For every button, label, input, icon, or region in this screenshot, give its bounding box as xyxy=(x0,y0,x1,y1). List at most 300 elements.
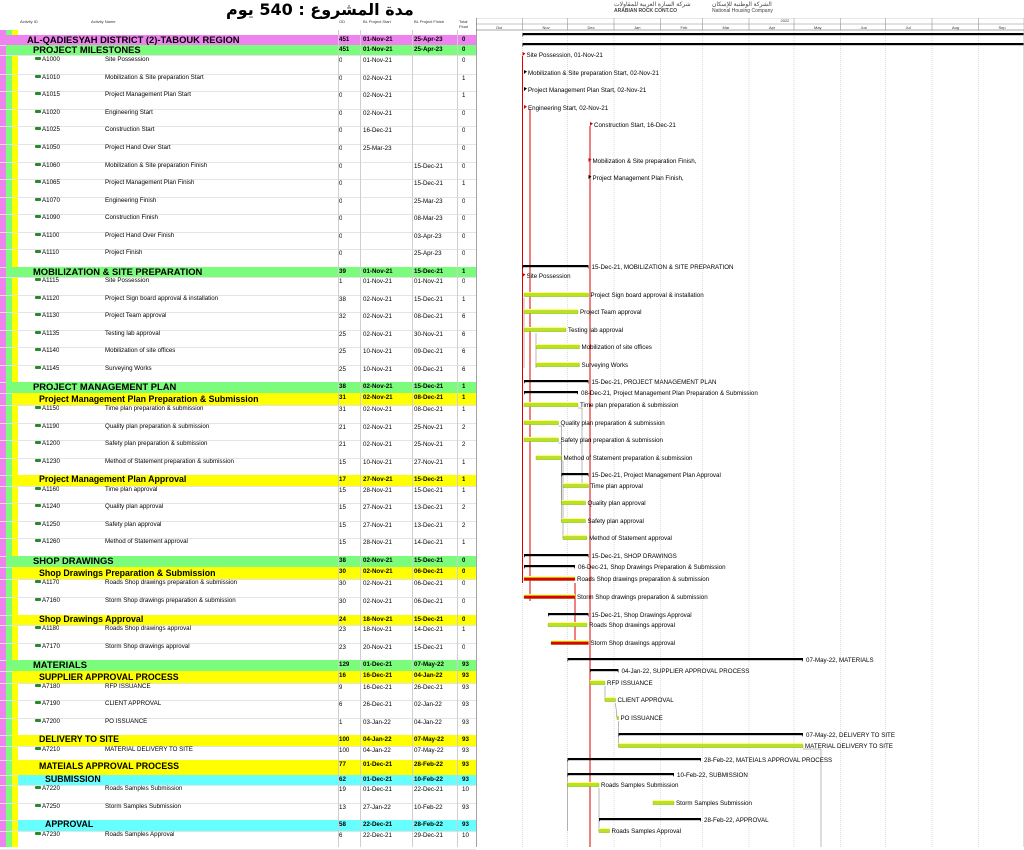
summary-bar xyxy=(523,43,1024,45)
total-float: 6 xyxy=(462,313,465,320)
total-float: 1 xyxy=(462,268,465,275)
bl-finish: 07-May-22 xyxy=(414,747,444,754)
bl-start: 02-Nov-21 xyxy=(363,92,392,99)
activity-name: RFP ISSUANCE xyxy=(105,683,151,690)
activity-name: MATERIAL DELIVERY TO SITE xyxy=(105,746,193,753)
activity-id: A1180 xyxy=(42,625,59,632)
original-duration: 13 xyxy=(339,804,346,811)
activity-table xyxy=(0,30,476,847)
activity-icon xyxy=(35,644,41,647)
activity-icon xyxy=(35,459,41,462)
bl-start: 10-Nov-21 xyxy=(363,348,392,355)
bl-finish: 14-Dec-21 xyxy=(414,626,443,633)
milestone-label: Project Management Plan Finish, xyxy=(593,175,684,182)
activity-row[interactable] xyxy=(0,803,476,820)
column-divider xyxy=(338,30,339,847)
activity-label: Roads Shop drawings preparation & submission xyxy=(577,576,710,583)
bl-finish: 04-Jan-22 xyxy=(414,719,442,726)
total-float: 1 xyxy=(462,75,465,82)
bl-start: 10-Nov-21 xyxy=(363,459,392,466)
bl-start: 22-Dec-21 xyxy=(363,832,392,839)
original-duration: 23 xyxy=(339,626,346,633)
wbs-row[interactable] xyxy=(0,760,476,775)
activity-name: Quality plan approval xyxy=(105,503,163,510)
activity-label: Quality plan approval xyxy=(588,500,646,507)
original-duration: 31 xyxy=(339,394,346,401)
bl-finish: 22-Dec-21 xyxy=(414,786,443,793)
original-duration: 15 xyxy=(339,539,346,546)
activity-name: Construction Start xyxy=(105,126,155,133)
activity-name: Roads Shop drawings approval xyxy=(105,625,191,632)
milestone-label: Mobilization & Site preparation Finish, xyxy=(593,158,697,165)
activity-label: Time plan preparation & submission xyxy=(580,402,679,409)
milestone-label: Project Management Plan Start, 02-Nov-21 xyxy=(528,87,647,94)
summary-label: 10-Feb-22, SUBMISSION xyxy=(677,772,748,779)
wbs-row[interactable] xyxy=(0,267,476,277)
activity-row[interactable] xyxy=(0,91,476,109)
baseline-bar xyxy=(536,362,580,364)
wbs-row[interactable] xyxy=(0,820,476,831)
activity-row[interactable] xyxy=(0,144,476,162)
original-duration: 0 xyxy=(339,92,342,99)
activity-id: A1160 xyxy=(42,486,59,493)
activity-row[interactable] xyxy=(0,405,476,423)
bl-start: 02-Nov-21 xyxy=(363,424,392,431)
original-duration: 6 xyxy=(339,832,342,839)
wbs-name: SHOP DRAWINGS xyxy=(33,555,114,566)
activity-row[interactable] xyxy=(0,365,476,382)
bl-finish: 13-Dec-21 xyxy=(414,504,443,511)
activity-name: Storm Shop drawings approval xyxy=(105,643,190,650)
milestone-marker xyxy=(523,273,526,277)
month-label: Jan xyxy=(634,25,640,30)
col-activity-id[interactable]: Activity ID xyxy=(20,19,38,24)
activity-row[interactable] xyxy=(0,538,476,556)
wbs-row[interactable] xyxy=(0,735,476,746)
milestone-label: Mobilization & Site preparation Start, 02-Nov-21 xyxy=(528,70,660,77)
activity-icon xyxy=(35,719,41,722)
total-float: 10 xyxy=(462,786,469,793)
bl-start: 02-Nov-21 xyxy=(363,557,393,564)
activity-label: Testing lab approval xyxy=(568,327,623,334)
relationship-line xyxy=(559,443,562,521)
total-float: 0 xyxy=(462,163,465,170)
activity-id: A1050 xyxy=(42,144,60,151)
total-float: 93 xyxy=(462,776,469,783)
activity-row[interactable] xyxy=(0,56,476,74)
activity-row[interactable] xyxy=(0,503,476,521)
bl-start: 01-Nov-21 xyxy=(363,268,393,275)
total-float: 1 xyxy=(462,476,465,483)
bl-start: 22-Dec-21 xyxy=(363,821,392,828)
activity-name: Project Hand Over Finish xyxy=(105,232,174,239)
activity-name: Method of Statement approval xyxy=(105,538,188,545)
bl-finish: 25-Nov-21 xyxy=(414,441,443,448)
baseline-bar xyxy=(605,697,616,699)
activity-id: A1065 xyxy=(42,179,60,186)
activity-icon xyxy=(35,348,41,351)
total-float: 1 xyxy=(462,92,465,99)
activity-id: A1000 xyxy=(42,56,60,63)
total-float: 2 xyxy=(462,522,465,529)
original-duration: 25 xyxy=(339,366,346,373)
bl-finish: 28-Feb-22 xyxy=(414,821,443,828)
activity-id: A1070 xyxy=(42,197,60,204)
bl-finish: 09-Dec-21 xyxy=(414,366,443,373)
total-float: 93 xyxy=(462,719,469,726)
total-float: 0 xyxy=(462,278,465,285)
activity-id: A7180 xyxy=(42,683,60,690)
activity-name: Project Sign board approval & installation xyxy=(105,295,218,302)
activity-id: A1090 xyxy=(42,214,60,221)
activity-row[interactable] xyxy=(0,597,476,615)
total-float: 1 xyxy=(462,406,465,413)
activity-icon xyxy=(35,786,41,789)
baseline-bar xyxy=(619,743,804,745)
activity-id: A1140 xyxy=(42,347,59,354)
original-duration: 15 xyxy=(339,522,346,529)
activity-bar xyxy=(619,745,804,748)
activity-row[interactable] xyxy=(0,312,476,330)
timescale-year: 2022 xyxy=(781,18,791,23)
original-duration: 15 xyxy=(339,459,346,466)
bl-finish: 15-Dec-21 xyxy=(414,476,443,483)
baseline-bar xyxy=(524,292,589,294)
wbs-row[interactable] xyxy=(0,660,476,671)
activity-row[interactable] xyxy=(0,74,476,91)
bl-start: 01-Nov-21 xyxy=(363,36,393,43)
summary-bar xyxy=(548,613,589,615)
activity-row[interactable] xyxy=(0,746,476,760)
activity-id: A1110 xyxy=(42,249,59,256)
total-float: 0 xyxy=(462,568,465,575)
project-duration-title: مدة المشروع : 540 يوم xyxy=(226,0,414,19)
bl-start: 04-Jan-22 xyxy=(363,747,391,754)
activity-name: Project Management Plan Finish xyxy=(105,179,194,186)
bl-start: 02-Nov-21 xyxy=(363,598,392,605)
activity-name: Project Finish xyxy=(105,249,142,256)
activity-bar xyxy=(599,830,610,833)
activity-icon xyxy=(35,250,41,253)
activity-name: Method of Statement preparation & submission xyxy=(105,458,234,465)
activity-name: Engineering Finish xyxy=(105,197,156,204)
bl-start: 16-Dec-21 xyxy=(363,127,392,134)
total-float: 93 xyxy=(462,661,469,668)
bl-start: 01-Nov-21 xyxy=(363,57,392,64)
bl-start: 28-Nov-21 xyxy=(363,539,392,546)
summary-bar xyxy=(523,265,589,267)
activity-bar xyxy=(524,311,578,314)
baseline-bar xyxy=(568,782,600,784)
original-duration: 0 xyxy=(339,215,342,222)
original-duration: 31 xyxy=(339,406,346,413)
total-float: 0 xyxy=(462,580,465,587)
wbs-row[interactable] xyxy=(0,45,476,55)
wbs-name: DELIVERY TO SITE xyxy=(39,734,119,744)
activity-name: Engineering Start xyxy=(105,109,153,116)
activity-icon xyxy=(35,598,41,601)
contractor-logo-text xyxy=(614,2,691,14)
activity-row[interactable] xyxy=(0,423,476,440)
activity-name: Roads Shop drawings preparation & submission xyxy=(105,579,237,586)
activity-icon xyxy=(35,127,41,130)
baseline-bar xyxy=(524,437,559,439)
total-float: 1 xyxy=(462,459,465,466)
original-duration: 23 xyxy=(339,644,346,651)
activity-row[interactable] xyxy=(0,162,476,179)
column-divider xyxy=(360,30,361,847)
bl-start: 02-Nov-21 xyxy=(363,110,392,117)
baseline-bar xyxy=(563,483,589,485)
activity-label: RFP ISSUANCE xyxy=(607,680,653,687)
activity-row[interactable] xyxy=(0,109,476,126)
activity-row[interactable] xyxy=(0,625,476,643)
wbs-row[interactable] xyxy=(0,382,476,393)
activity-id: A1240 xyxy=(42,503,60,510)
baseline-bar xyxy=(548,622,587,624)
total-float: 0 xyxy=(462,598,465,605)
bl-finish: 15-Dec-21 xyxy=(414,644,443,651)
total-float: 93 xyxy=(462,736,469,743)
activity-row[interactable] xyxy=(0,214,476,232)
wbs-name: SUBMISSION xyxy=(45,774,101,784)
bl-finish: 06-Dec-21 xyxy=(414,568,443,575)
activity-id: A1190 xyxy=(42,423,59,430)
col-finish[interactable]: BL Project Finish xyxy=(414,19,444,24)
summary-bar xyxy=(568,773,675,775)
activity-label: PO ISSUANCE xyxy=(621,715,663,722)
original-duration: 32 xyxy=(339,313,346,320)
activity-row[interactable] xyxy=(0,249,476,267)
activity-row[interactable] xyxy=(0,718,476,735)
activity-bar xyxy=(562,502,586,505)
month-label: Dec xyxy=(588,25,595,30)
activity-icon xyxy=(35,684,41,687)
activity-row[interactable] xyxy=(0,330,476,347)
month-label: Jul xyxy=(906,25,911,30)
original-duration: 0 xyxy=(339,110,342,117)
activity-icon xyxy=(35,804,41,807)
activity-label: Quality plan preparation & submission xyxy=(561,420,666,427)
activity-row[interactable] xyxy=(0,785,476,803)
activity-label: Project Sign board approval & installation xyxy=(591,292,705,299)
activity-icon xyxy=(35,75,41,78)
activity-name: Roads Samples Approval xyxy=(105,831,174,838)
activity-row[interactable] xyxy=(0,277,476,295)
activity-row[interactable] xyxy=(0,232,476,249)
col-activity-name[interactable]: Activity Name xyxy=(91,19,115,24)
summary-bar xyxy=(523,33,1024,35)
wbs-row[interactable] xyxy=(0,393,476,405)
original-duration: 0 xyxy=(339,57,342,64)
wbs-name: Shop Drawings Approval xyxy=(39,614,143,624)
bl-finish: 06-Dec-21 xyxy=(414,598,443,605)
original-duration: 77 xyxy=(339,761,346,768)
wbs-name: APPROVAL xyxy=(45,819,93,829)
bl-finish: 06-Dec-21 xyxy=(414,580,443,587)
activity-row[interactable] xyxy=(0,179,476,197)
original-duration: 15 xyxy=(339,504,346,511)
activity-name: Quality plan preparation & submission xyxy=(105,423,209,430)
activity-bar xyxy=(524,404,578,407)
total-float: 1 xyxy=(462,296,465,303)
total-float: 1 xyxy=(462,383,465,390)
activity-label: Mobilization of site offices xyxy=(582,344,652,351)
bl-start: 02-Nov-21 xyxy=(363,394,393,401)
activity-id: A1150 xyxy=(42,405,59,412)
activity-name: Mobilization & Site preparation Finish xyxy=(105,162,207,169)
activity-bar xyxy=(563,485,589,488)
baseline-bar xyxy=(563,535,587,537)
activity-label: Safety plan approval xyxy=(588,518,644,525)
activity-row[interactable] xyxy=(0,521,476,538)
activity-row[interactable] xyxy=(0,643,476,660)
activity-label: Storm Samples Submission xyxy=(676,800,753,807)
activity-id: A7220 xyxy=(42,785,60,792)
summary-label: 15-Dec-21, SHOP DRAWINGS xyxy=(592,553,677,560)
bl-start: 01-Dec-21 xyxy=(363,776,392,783)
activity-name: Storm Samples Submission xyxy=(105,803,181,810)
column-headers xyxy=(0,18,476,30)
milestone-label: Site Possession xyxy=(527,273,572,280)
activity-icon xyxy=(35,110,41,113)
total-float: 0 xyxy=(462,46,465,53)
activity-label: Project Team approval xyxy=(580,309,641,316)
wbs-row[interactable] xyxy=(0,475,476,486)
bl-start: 02-Nov-21 xyxy=(363,313,392,320)
col-total-float[interactable]: Total Float xyxy=(459,19,476,29)
col-start[interactable]: BL Project Start xyxy=(363,19,391,24)
activity-row[interactable] xyxy=(0,295,476,312)
activity-row[interactable] xyxy=(0,579,476,597)
activity-id: A7210 xyxy=(42,746,60,753)
month-label: Oct xyxy=(496,25,503,30)
client-name-en: National Housing Company xyxy=(712,8,773,14)
wbs-row[interactable] xyxy=(0,775,476,785)
bl-finish: 25-Apr-23 xyxy=(414,36,443,43)
summary-label: 15-Dec-21, PROJECT MANAGEMENT PLAN xyxy=(592,379,717,386)
contractor-name-en: ARABIAN ROCK CONT.CO xyxy=(614,8,691,14)
activity-row[interactable] xyxy=(0,458,476,475)
summary-label: 28-Feb-22, MATEIALS APPROVAL PROCESS xyxy=(704,757,832,764)
activity-id: A7200 xyxy=(42,718,60,725)
activity-icon xyxy=(35,406,41,409)
total-float: 2 xyxy=(462,441,465,448)
bl-finish: 15-Dec-21 xyxy=(414,383,443,390)
baseline-bar xyxy=(617,715,619,717)
original-duration: 38 xyxy=(339,383,346,390)
activity-id: A1145 xyxy=(42,365,59,372)
activity-id: A1120 xyxy=(42,295,59,302)
bl-start: 02-Nov-21 xyxy=(363,441,392,448)
summary-label: 06-Dec-21, Shop Drawings Preparation & Submission xyxy=(578,564,726,571)
baseline-bar xyxy=(524,594,575,596)
activity-bar xyxy=(524,439,559,442)
activity-label: Method of Statement preparation & submission xyxy=(564,455,694,462)
bl-start: 02-Nov-21 xyxy=(363,406,392,413)
bl-start: 27-Nov-21 xyxy=(363,522,392,529)
original-duration: 62 xyxy=(339,776,346,783)
activity-row[interactable] xyxy=(0,197,476,214)
bl-finish: 14-Dec-21 xyxy=(414,539,443,546)
bl-finish: 15-Dec-21 xyxy=(414,487,443,494)
total-float: 0 xyxy=(462,616,465,623)
original-duration: 30 xyxy=(339,580,346,587)
original-duration: 1 xyxy=(339,719,342,726)
activity-label: Time plan approval xyxy=(591,483,643,490)
wbs-row[interactable] xyxy=(0,615,476,625)
activity-id: A1260 xyxy=(42,538,60,545)
month-label: Nov xyxy=(543,25,550,30)
total-float: 93 xyxy=(462,672,469,679)
activity-row[interactable] xyxy=(0,440,476,458)
activity-id: A1135 xyxy=(42,330,59,337)
summary-label: 07-May-22, MATERIALS xyxy=(806,657,874,664)
original-duration: 21 xyxy=(339,424,346,431)
activity-name: Testing lab approval xyxy=(105,330,160,337)
activity-bar xyxy=(568,784,600,787)
col-od[interactable]: OD xyxy=(339,19,345,24)
relationship-line xyxy=(616,703,618,718)
summary-bar xyxy=(524,391,578,393)
activity-icon xyxy=(35,832,41,835)
activity-icon xyxy=(35,278,41,281)
original-duration: 38 xyxy=(339,557,346,564)
wbs-row[interactable] xyxy=(0,556,476,567)
summary-bar xyxy=(524,380,589,382)
total-float: 1 xyxy=(462,394,465,401)
summary-label: 07-May-22, DELIVERY TO SITE xyxy=(806,732,895,739)
activity-bar xyxy=(524,578,575,581)
original-duration: 16 xyxy=(339,672,346,679)
activity-row[interactable] xyxy=(0,700,476,718)
activity-row[interactable] xyxy=(0,683,476,700)
activity-row[interactable] xyxy=(0,831,476,849)
activity-id: A1100 xyxy=(42,232,59,239)
activity-name: CLIENT APPROVAL xyxy=(105,700,161,707)
activity-icon xyxy=(35,331,41,334)
activity-name: Site Possession xyxy=(105,56,149,63)
wbs-row[interactable] xyxy=(0,567,476,579)
bl-finish: 25-Apr-23 xyxy=(414,250,442,257)
activity-row[interactable] xyxy=(0,126,476,144)
bl-finish: 15-Dec-21 xyxy=(414,180,443,187)
bl-finish: 08-Dec-21 xyxy=(414,313,443,320)
summary-label: 08-Dec-21, Project Management Plan Preparation & Submission xyxy=(581,390,758,397)
original-duration: 15 xyxy=(339,487,346,494)
bl-finish: 08-Mar-23 xyxy=(414,215,443,222)
bl-finish: 25-Apr-23 xyxy=(414,46,443,53)
bl-start: 01-Nov-21 xyxy=(363,278,392,285)
activity-icon xyxy=(35,487,41,490)
total-float: 0 xyxy=(462,127,465,134)
total-float: 10 xyxy=(462,832,469,839)
wbs-row[interactable] xyxy=(0,671,476,683)
milestone-marker xyxy=(524,105,527,109)
baseline-bar xyxy=(536,344,580,346)
baseline-bar xyxy=(653,800,674,802)
activity-icon xyxy=(35,180,41,183)
total-float: 0 xyxy=(462,557,465,564)
activity-row[interactable] xyxy=(0,347,476,365)
activity-row[interactable] xyxy=(0,486,476,503)
total-float: 6 xyxy=(462,366,465,373)
activity-id: A7230 xyxy=(42,831,60,838)
activity-id: A7170 xyxy=(42,643,60,650)
summary-bar xyxy=(524,565,575,567)
total-float: 0 xyxy=(462,198,465,205)
activity-id: A7190 xyxy=(42,700,60,707)
